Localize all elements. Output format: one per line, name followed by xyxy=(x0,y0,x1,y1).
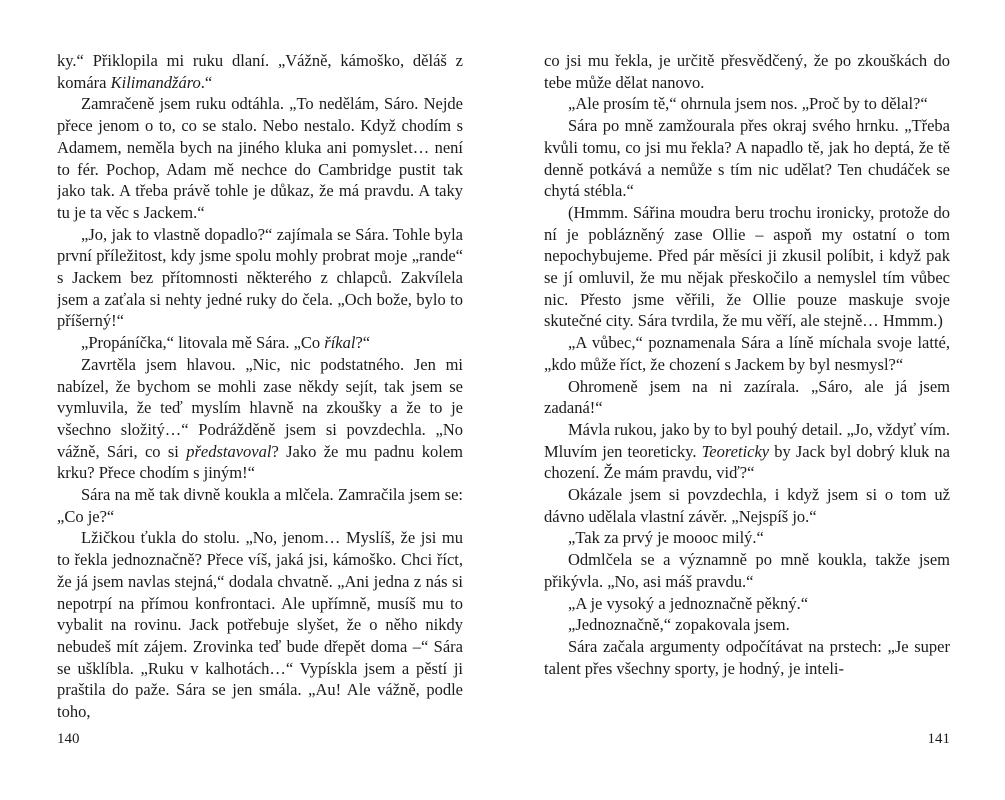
paragraph: „Tak za prvý je moooc milý.“ xyxy=(568,528,764,548)
paragraph: „A vůbec,“ poznamenala Sára a líně míchala svoje latté, „kdo může říct, že chození s Jackem by byl nesmysl?“ xyxy=(544,333,950,374)
page-number-left: 140 xyxy=(57,731,80,747)
paragraph: co jsi mu řekla, je určitě přesvědčený, že po zkouškách do tebe může dělat nanovo. xyxy=(544,51,950,92)
paragraph: „Jednoznačně,“ zopakovala jsem. xyxy=(568,615,790,635)
page-number-right: 141 xyxy=(927,731,950,747)
paragraph: Okázale jsem si povzdechla, i když jsem si o tom už dávno udělala vlastní závěr. „Nejspíš jo.“ xyxy=(544,485,950,526)
paragraph: (Hmmm. Sářina moudra beru trochu ironicky, protože do ní je poblázněný zase Ollie – aspoň my ostatní o tom nepochybujeme. Před pár měsíci ji zkusil políbit, i když pak se jí omluvil, že mu nějak přeskočilo a nemyslel tím vůbec nic. Přesto jsme věřili, že Ollie pouze maskuje svoje skutečné city. Sára tvrdila, že mu věří, ale stejně… Hmmm.) xyxy=(544,202,950,331)
paragraph: Zavrtěla jsem hlavou. „Nic, nic podstatného. Jen mi nabízel, že bychom se mohli zase někdy sejít, tak jsem se vymluvila, že teď myslím hlavně na zkoušky a že to je všechno složitý…“ Podrážděně jsem si povzdechla. „No vážně, Sári, co si představoval? Jako že mu padnu kolem krku? Přece chodím s jiným!“ xyxy=(57,354,463,483)
paragraph: ky.“ Přiklopila mi ruku dlaní. „Vážně, kámoško, děláš z komára Kilimandžáro.“ xyxy=(57,51,463,92)
paragraph: Lžičkou ťukla do stolu. „No, jenom… Myslíš, že jsi mu to řekla jednoznačně? Přece víš, jaká jsi, kámoško. Chci říct, že já jsem navlas stejná,“ dodala chvatně. „Ani jedna z nás si nepotrpí na přímou konfrontaci. Ale upřímně, musíš mu to vybalit na rovinu. Jack potřebuje slyšet, že o něho nikdy nebudeš mít zájem. Zrovinka teď bude dřepět doma –“ Sára se ušklíbla. „Ruku v kalhotách…“ Vypískla jsem a pěstí ji praštila do paže. Sára se jen smála. „Au! Ale vážně, podle toho, xyxy=(57,528,463,722)
paragraph: „Propáníčka,“ litovala mě Sára. „Co říkal?“ xyxy=(81,333,371,353)
paragraph: Mávla rukou, jako by to byl pouhý detail. „Jo, vždyť vím. Mluvím jen teoreticky. Teoreticky by Jack byl dobrý kluk na chození. Že mám pravdu, viď?“ xyxy=(544,419,950,483)
paragraph: Sára po mně zamžourala přes okraj svého hrnku. „Třeba kvůli tomu, co jsi mu řekla? A napadlo tě, jak ho deptá, že tě denně potkává a nemůže s tím nic udělat? Ten chudáček se chytá stébla.“ xyxy=(544,116,950,201)
paragraph: Zamračeně jsem ruku odtáhla. „To nedělám, Sáro. Nejde přece jenom o to, co se stalo. Nebo nestalo. Když chodím s Adamem, neměla bych na jiného kluka ani pomyslet… není to fér. Pochop, Adam mě nechce do Cambridge pustit tak jako tak. A třeba právě tohle je důkaz, že má pravdu. A taky tu je ta věc s Jackem.“ xyxy=(57,94,463,222)
paragraph: „Ale prosím tě,“ ohrnula jsem nos. „Proč by to dělal?“ xyxy=(568,94,928,114)
page-right-text xyxy=(544,50,950,722)
paragraph: Sára na mě tak divně koukla a mlčela. Zamračila jsem se: „Co je?“ xyxy=(57,485,463,526)
paragraph: „A je vysoký a jednoznačně pěkný.“ xyxy=(568,593,809,613)
paragraph: „Jo, jak to vlastně dopadlo?“ zajímala se Sára. Tohle byla první příležitost, kdy jsme spolu mohly probrat moje „rande“ s Jackem bez přítomnosti některého z chlapců. Zakvílela jsem a zaťala si nehty jedné ruky do čela. „Och bože, bylo to příšerný!“ xyxy=(57,224,463,331)
paragraph: Ohromeně jsem na ni zazírala. „Sáro, ale já jsem zadaná!“ xyxy=(544,376,950,418)
page-left-text xyxy=(57,50,463,722)
paragraph: Odmlčela se a významně po mně koukla, takže jsem přikývla. „No, asi máš pravdu.“ xyxy=(544,550,950,591)
paragraph: Sára začala argumenty odpočítávat na prstech: „Je super talent přes všechny sporty, je hodný, je inteli- xyxy=(544,636,950,678)
